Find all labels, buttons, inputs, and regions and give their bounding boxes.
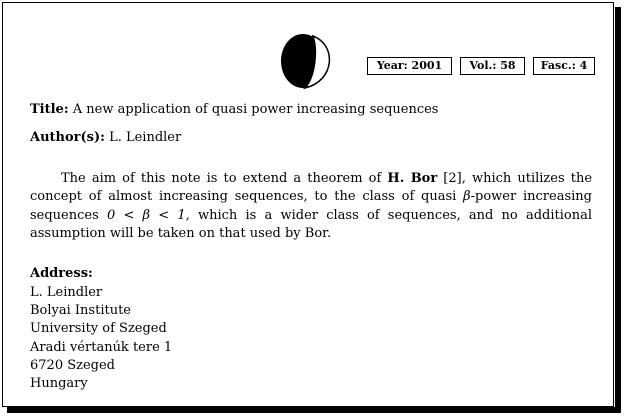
paper-title: A new application of quasi power increasing sequences [72, 102, 439, 117]
card-shadow-bottom [7, 407, 621, 413]
crescent-moon-logo-icon [279, 33, 333, 89]
abstract-text-4: , which is a wider class of sequences, and no additional assumption will be taken on that used by Bor. [30, 207, 593, 241]
volume-badge: Vol.: 58 [460, 57, 525, 75]
beta-symbol: β [463, 189, 471, 205]
author-row [30, 129, 181, 147]
address-label: Address: [30, 266, 93, 281]
abstract-text-1: The aim of this note is to extend a theorem of [61, 171, 388, 186]
abstract-text-2: [2], which utilizes the concept of almost increasing sequences, to the class of quasi [30, 171, 593, 205]
title-row [30, 101, 438, 119]
abstract-card [2, 2, 614, 407]
address-line: Hungary [30, 376, 88, 391]
address-line: Aradi vértanúk tere 1 [30, 340, 173, 355]
address-line: Bolyai Institute [30, 303, 131, 318]
abstract-paragraph [30, 170, 592, 243]
author-label: Author(s): [30, 130, 105, 145]
address-line: University of Szeged [30, 321, 167, 336]
cited-author: H. Bor [387, 171, 438, 186]
author-name: L. Leindler [109, 130, 182, 145]
year-badge: Year: 2001 [367, 57, 452, 75]
abstract-text-3: -power increasing sequences [30, 189, 592, 223]
card-shadow-right [615, 7, 621, 413]
title-label: Title: [30, 102, 69, 117]
fascicle-badge: Fasc.: 4 [533, 57, 595, 75]
address-line: 6720 Szeged [30, 358, 116, 373]
address-line: L. Leindler [30, 285, 103, 300]
beta-condition: 0 < β < 1 [106, 207, 186, 223]
